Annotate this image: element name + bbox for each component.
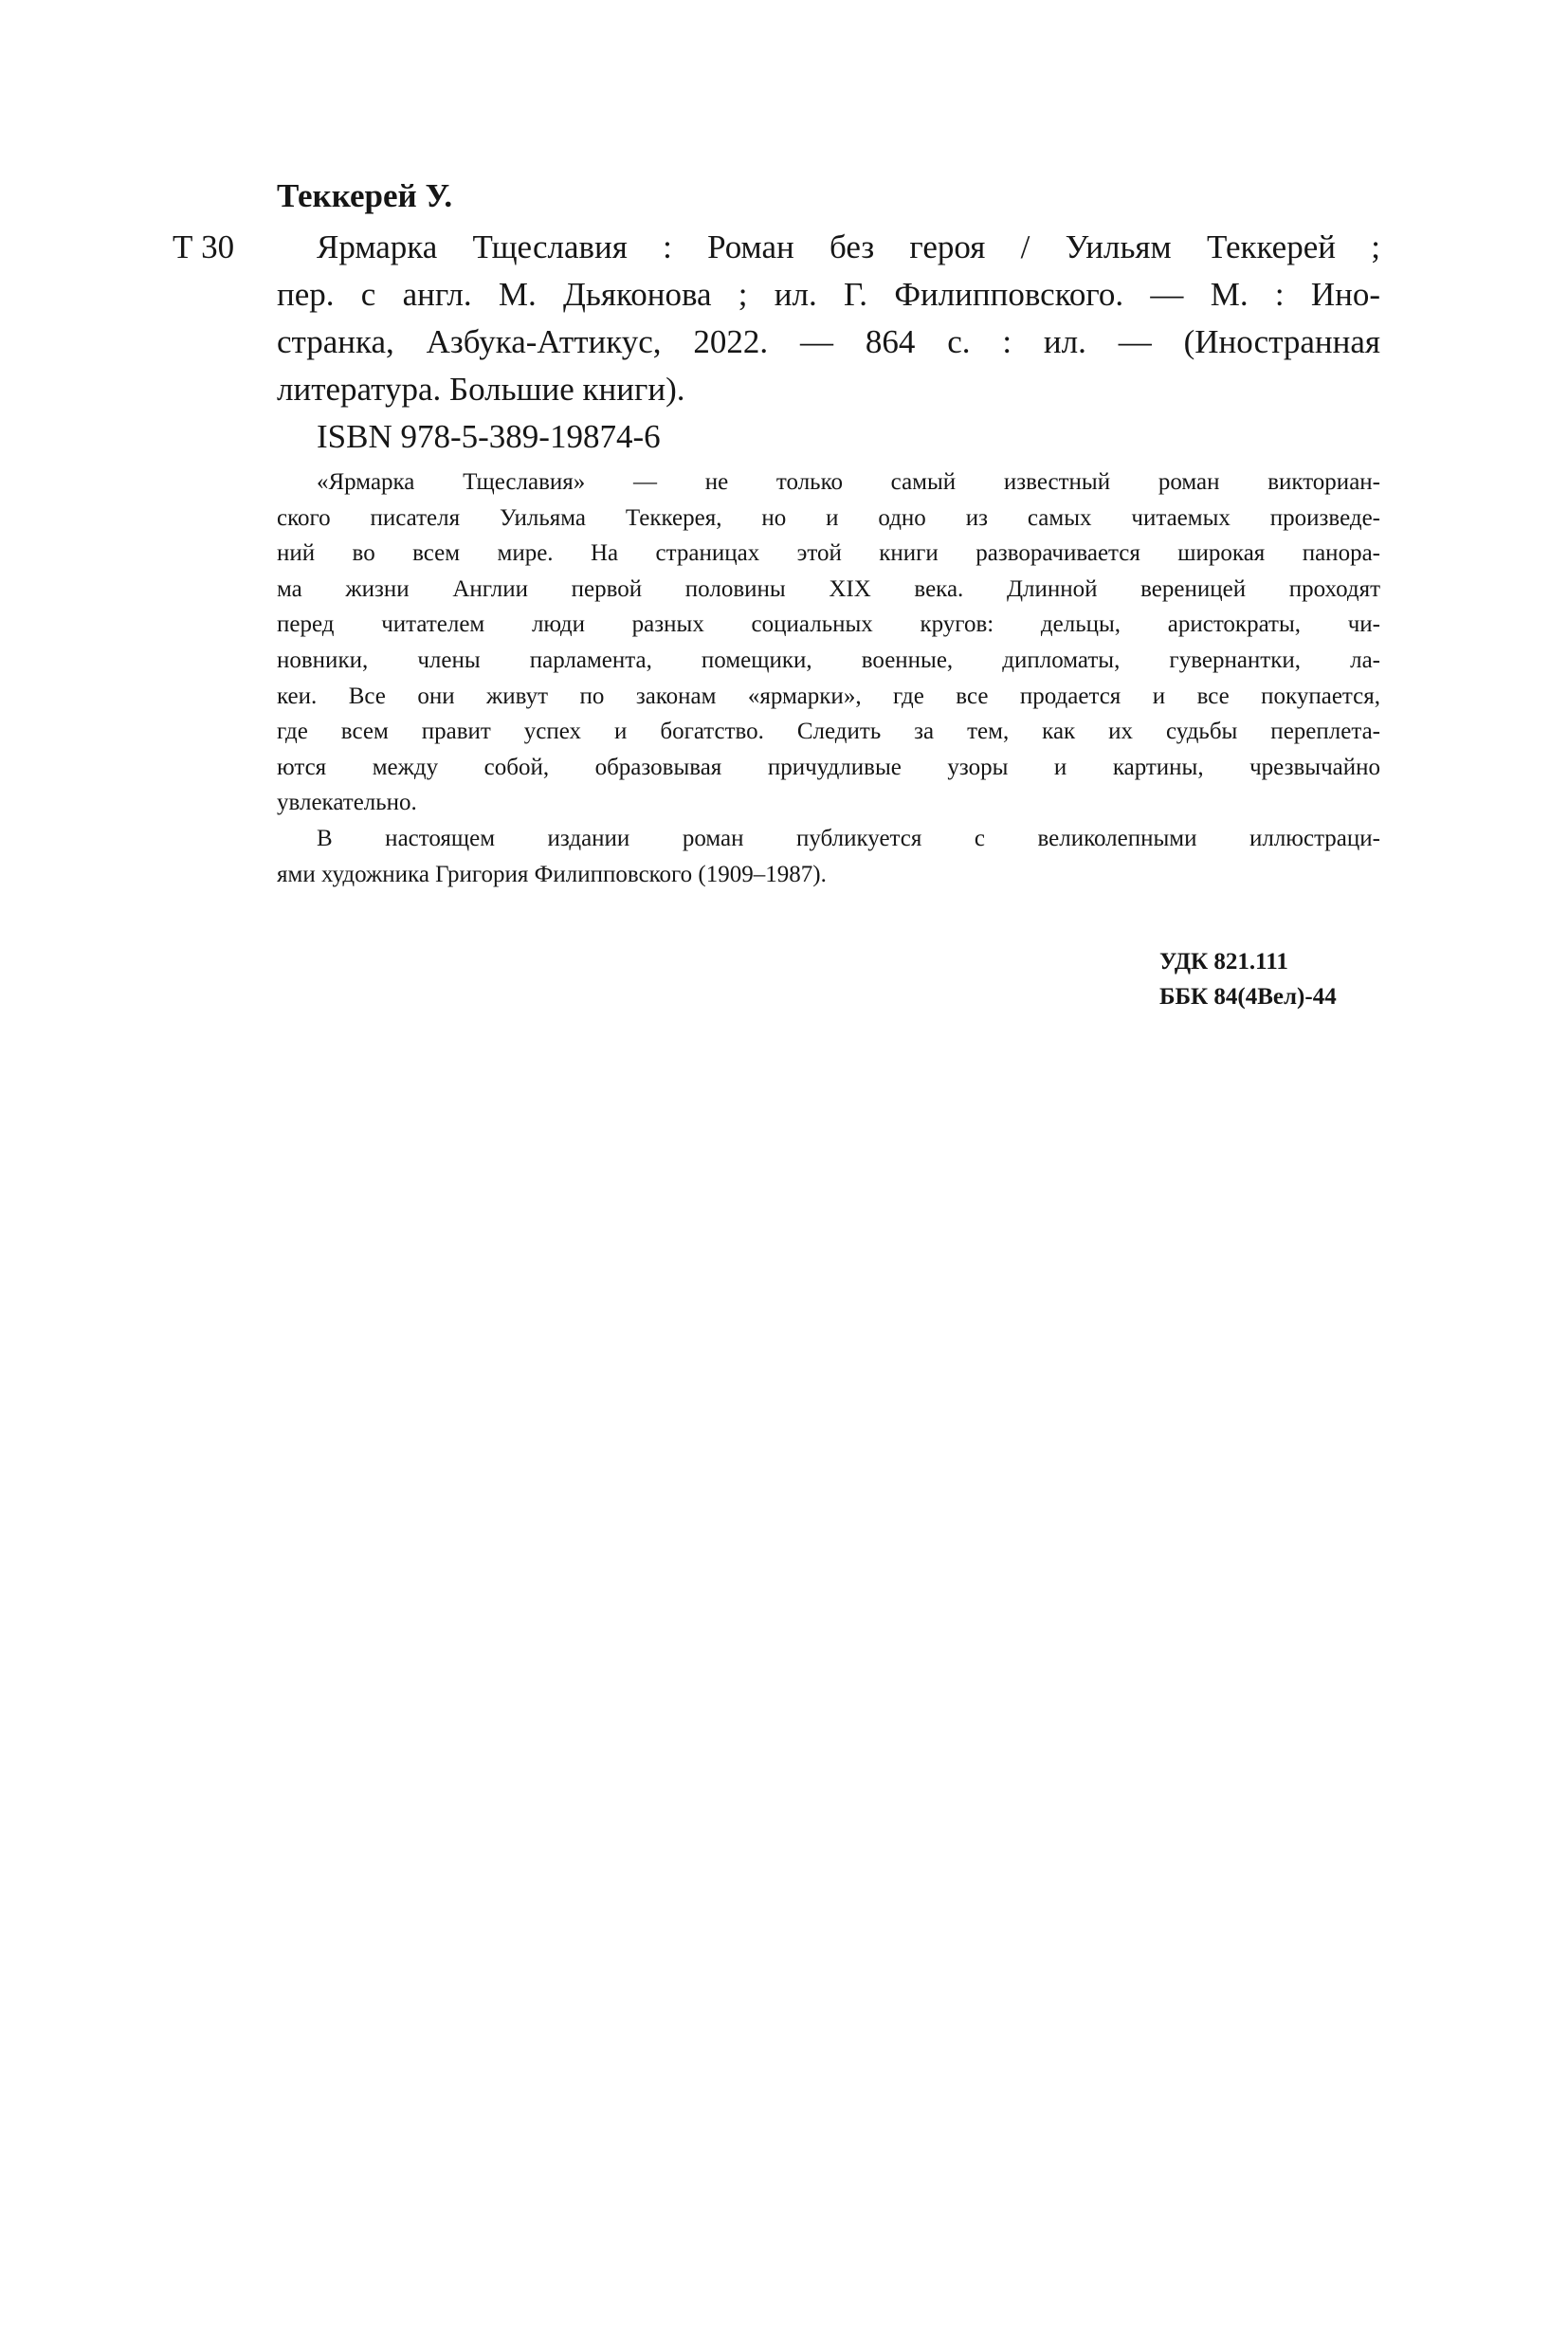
annotation-line: перед читателем люди разных социальных кругов: дельцы, аристократы, чи-: [277, 611, 1380, 638]
annotation-line: В настоящем издании роман публикуется с великолепными иллюстраци-: [317, 825, 1380, 851]
annotation-line: новники, члены парламента, помещики, военные, дипломаты, гувернантки, ла-: [277, 647, 1380, 673]
annotation-line: увлекательно.: [277, 790, 417, 816]
annotation-line: ями художника Григория Филипповского (1909–1987).: [277, 861, 827, 887]
bibliographic-description: [277, 224, 1380, 413]
isbn: ISBN 978-5-389-19874-6: [317, 418, 661, 455]
annotation-paragraph: [277, 821, 1380, 892]
biblio-line: литература. Большие книги).: [277, 371, 685, 408]
biblio-line: Ярмарка Тщеславия : Роман без героя / Уильям Теккерей ;: [317, 228, 1380, 265]
author-mark: Т 30: [173, 228, 235, 265]
annotation-line: где всем правит успех и богатство. Следить за тем, как их судьбы переплета-: [277, 719, 1380, 745]
annotation-line: ского писателя Уильяма Теккерея, но и одно из самых читаемых произведе-: [277, 504, 1380, 531]
annotation-line: ются между собой, образовывая причудливые узоры и картины, чрезвычайно: [277, 754, 1380, 780]
biblio-line: пер. с англ. М. Дьяконова ; ил. Г. Филипповского. — М. : Ино-: [277, 276, 1380, 313]
annotation-paragraph: [277, 465, 1380, 821]
bbk-index: ББК 84(4Вел)-44: [1159, 984, 1337, 1010]
author-heading: Теккерей У.: [277, 177, 453, 214]
annotation-line: ний во всем мире. На страницах этой книги разворачивается широкая панора-: [277, 540, 1380, 567]
classification-indices: [1159, 944, 1337, 1014]
annotation-line: «Ярмарка Тщеславия» — не только самый известный роман викториан-: [317, 469, 1380, 495]
biblio-line: странка, Азбука-Аттикус, 2022. — 864 с. : ил. — (Иностранная: [277, 323, 1380, 360]
annotation-line: кеи. Все они живут по законам «ярмарки», где все продается и все покупается,: [277, 683, 1380, 709]
udk-index: УДК 821.111: [1159, 949, 1288, 975]
annotation-line: ма жизни Англии первой половины XIX века. Длинной вереницей проходят: [277, 575, 1380, 602]
annotation: [277, 465, 1380, 892]
